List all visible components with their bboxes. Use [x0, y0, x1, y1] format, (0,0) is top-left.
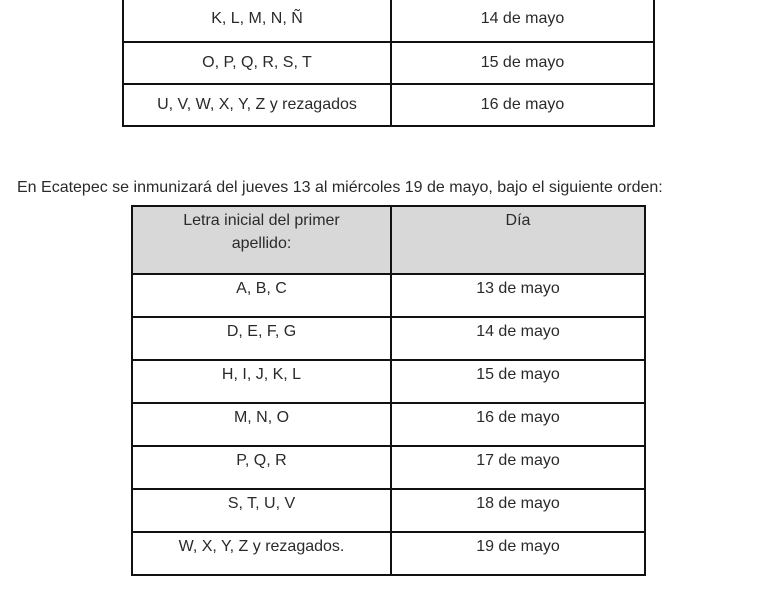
letter-column-header [132, 206, 391, 274]
letters-cell [132, 446, 391, 489]
date-text: 17 de mayo [476, 452, 560, 469]
date-text: 16 de mayo [476, 409, 560, 426]
ecatepec-intro-paragraph: En Ecatepec se inmunizará del jueves 13 al miércoles 19 de mayo, bajo el siguiente orden: [17, 179, 663, 196]
letters-text: W, X, Y, Z y rezagados. [178, 538, 345, 555]
table-row [132, 317, 645, 360]
date-text: 19 de mayo [476, 538, 560, 555]
date-cell [391, 274, 645, 317]
letters-cell [123, 0, 391, 42]
date-cell [391, 360, 645, 403]
letters-text: U, V, W, X, Y, Z y rezagados [157, 96, 357, 113]
date-cell [391, 489, 645, 532]
letters-text: S, T, U, V [227, 495, 296, 512]
table-header-row [132, 206, 645, 274]
table-row [123, 0, 654, 42]
date-text: 18 de mayo [476, 495, 560, 512]
letters-cell [132, 360, 391, 403]
letters-text: A, B, C [236, 280, 287, 297]
letters-cell [132, 489, 391, 532]
letters-cell [132, 532, 391, 575]
date-text: 14 de mayo [480, 10, 565, 27]
letter-header-text: Letra inicial del primer apellido: [183, 212, 340, 252]
date-text: 13 de mayo [476, 280, 560, 297]
letters-cell [123, 42, 391, 84]
date-cell [391, 84, 654, 126]
day-column-header [391, 206, 645, 274]
date-text: 16 de mayo [480, 96, 565, 113]
date-cell [391, 42, 654, 84]
date-cell [391, 0, 654, 42]
date-cell [391, 317, 645, 360]
ecatepec-schedule-table [131, 205, 646, 576]
letters-text: O, P, Q, R, S, T [202, 54, 312, 71]
date-text: 14 de mayo [476, 323, 560, 340]
day-header-text: Día [505, 212, 531, 229]
letters-cell [132, 274, 391, 317]
table-row [132, 532, 645, 575]
letters-cell [123, 84, 391, 126]
table-row [132, 403, 645, 446]
table-row [132, 274, 645, 317]
table-row [132, 446, 645, 489]
letters-text: M, N, O [233, 409, 290, 426]
letters-text: D, E, F, G [226, 323, 297, 340]
table-row [132, 360, 645, 403]
date-text: 15 de mayo [480, 54, 565, 71]
letters-text: K, L, M, N, Ñ [211, 10, 303, 27]
schedule-table-continued [122, 0, 655, 127]
date-text: 15 de mayo [476, 366, 560, 383]
date-cell [391, 403, 645, 446]
table-row [123, 42, 654, 84]
letters-text: H, I, J, K, L [221, 366, 302, 383]
date-cell [391, 532, 645, 575]
table-row [123, 84, 654, 126]
letters-cell [132, 317, 391, 360]
letters-text: P, Q, R [236, 452, 287, 469]
letters-cell [132, 403, 391, 446]
table-row [132, 489, 645, 532]
date-cell [391, 446, 645, 489]
